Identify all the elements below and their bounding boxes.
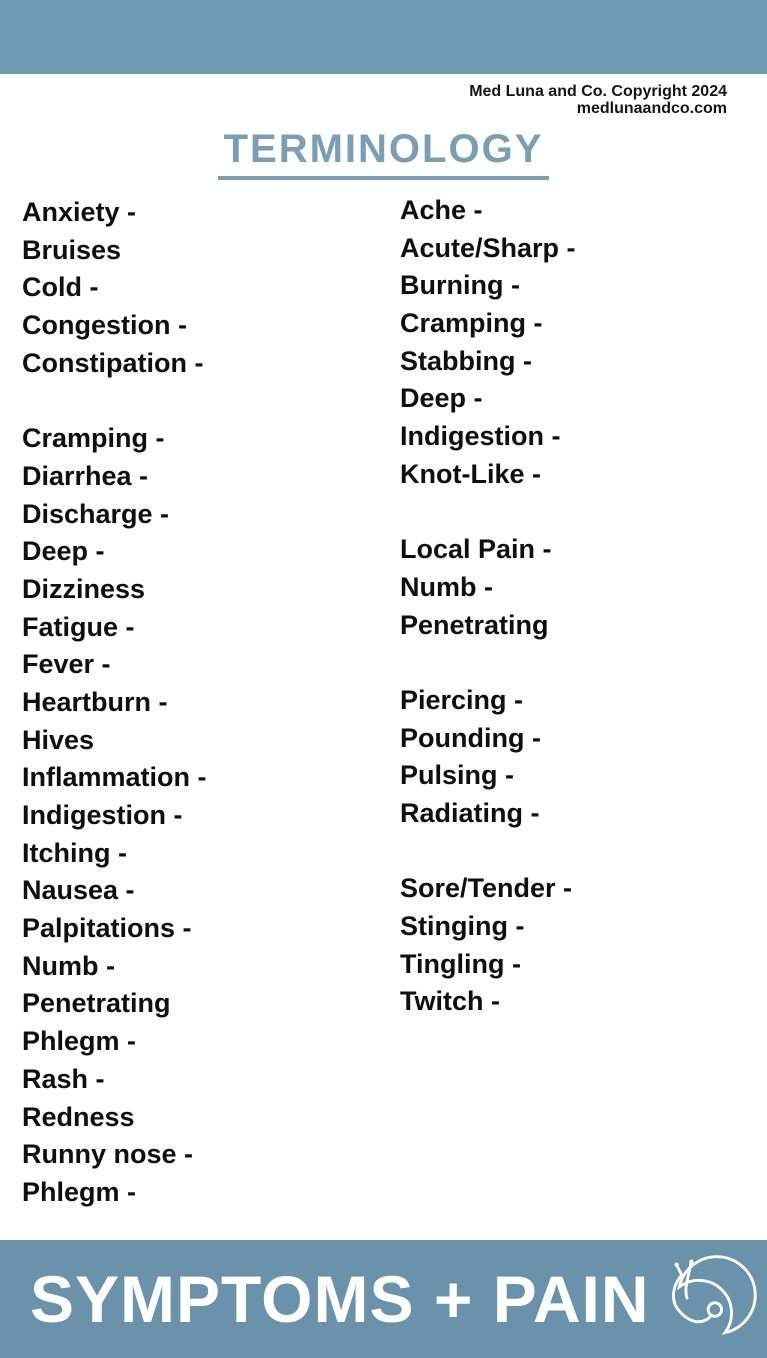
term-item: Stabbing - xyxy=(400,345,532,376)
term-item: Penetrating xyxy=(22,988,171,1019)
footer-title: SYMPTOMS + PAIN xyxy=(30,1262,650,1336)
term-item: Anxiety - xyxy=(22,197,137,227)
term-gap xyxy=(400,644,576,682)
page-title: TERMINOLOGY xyxy=(218,127,550,180)
moon-stethoscope-icon xyxy=(663,1251,759,1347)
term-item: Pounding - xyxy=(400,722,541,753)
term-item: Inflammation - xyxy=(22,762,207,793)
term-item: Discharge - xyxy=(22,498,170,529)
term-item: Stinging - xyxy=(400,911,525,942)
footer-inner xyxy=(0,1240,767,1358)
term-item: Ache - xyxy=(400,195,483,225)
term-item: Penetrating xyxy=(400,609,549,640)
term-item: Dizziness xyxy=(22,573,146,604)
top-band xyxy=(0,0,767,74)
term-item: Runny nose - xyxy=(22,1139,194,1170)
term-item: Sore/Tender - xyxy=(400,873,573,904)
title-wrap xyxy=(0,127,767,180)
term-item: Deep - xyxy=(22,536,105,567)
term-item: Hives xyxy=(22,724,95,755)
term-item: Indigestion - xyxy=(400,421,561,452)
term-item: Twitch - xyxy=(400,986,500,1017)
term-item: Local Pain - xyxy=(400,534,552,565)
term-item: Tingling - xyxy=(400,948,521,979)
term-item: Cramping - xyxy=(22,423,165,454)
term-item: Indigestion - xyxy=(22,800,183,830)
term-item: Itching - xyxy=(22,837,127,868)
terms-column-right xyxy=(400,192,576,1021)
website-text: medlunaandco.com xyxy=(576,100,727,117)
terms-column-left xyxy=(22,194,207,1212)
term-gap xyxy=(22,382,207,420)
term-item: Numb - xyxy=(400,571,493,602)
term-item: Cramping - xyxy=(400,308,543,339)
term-item: Constipation - xyxy=(22,347,204,378)
term-item: Diarrhea - xyxy=(22,460,149,491)
term-item: Deep - xyxy=(400,383,483,414)
term-gap xyxy=(400,833,576,871)
term-item: Rash - xyxy=(22,1063,105,1094)
term-item: Phlegm - xyxy=(22,1026,137,1057)
copyright-line: Med Luna and Co. Copyright 2024 xyxy=(469,83,727,100)
term-item: Pulsing - xyxy=(400,760,514,791)
term-item: Fatigue - xyxy=(22,611,135,642)
term-item: Heartburn - xyxy=(22,686,168,717)
term-item: Redness xyxy=(22,1101,135,1132)
footer-band xyxy=(0,1240,767,1358)
term-item: Congestion - xyxy=(22,310,187,341)
term-item: Bruises xyxy=(22,234,122,265)
term-item: Phlegm - xyxy=(22,1176,137,1207)
term-item: Palpitations - xyxy=(22,913,192,944)
term-item: Numb - xyxy=(22,950,115,981)
term-item: Piercing - xyxy=(400,684,524,715)
term-item: Radiating - xyxy=(400,798,540,828)
term-item: Burning - xyxy=(400,270,520,301)
term-item: Acute/Sharp - xyxy=(400,232,576,263)
term-item: Knot-Like - xyxy=(400,458,541,489)
term-gap xyxy=(400,494,576,532)
term-item: Fever - xyxy=(22,649,111,680)
copyright-block xyxy=(469,83,727,117)
term-item: Cold - xyxy=(22,272,99,303)
term-item: Nausea - xyxy=(22,875,135,906)
